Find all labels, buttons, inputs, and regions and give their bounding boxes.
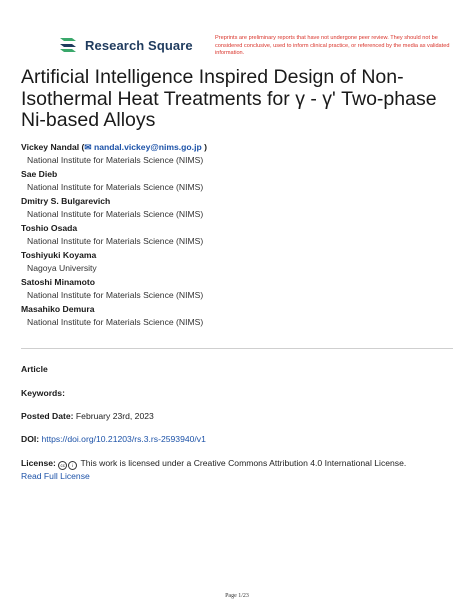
keywords-label: Keywords: [21, 388, 65, 398]
author-affiliation: National Institute for Materials Science (NIMS) [27, 289, 204, 300]
author-entry [21, 249, 451, 274]
author-entry [21, 303, 451, 328]
license-text: This work is licensed under a Creative Commons Attribution 4.0 International License. [80, 458, 407, 468]
page-number: Page 1/23 [225, 593, 249, 599]
email-icon: ✉ [84, 142, 92, 152]
preprint-disclaimer: Preprints are preliminary reports that have not undergone peer review. They should not be considered conclusive, used to inform clinical practice, or referenced by the media as validated information. [215, 35, 450, 57]
author-entry [21, 222, 451, 247]
read-full-license-link[interactable]: Read Full License [21, 471, 90, 481]
keywords-row [21, 387, 461, 399]
author-affiliation: National Institute for Materials Science (NIMS) [27, 181, 204, 192]
license-label: License: [21, 458, 56, 468]
article-type: Article [21, 364, 48, 374]
brand-name: Research Square [85, 37, 193, 53]
section-divider [21, 348, 453, 349]
author-affiliation: National Institute for Materials Science (NIMS) [27, 208, 204, 219]
author-name: Toshio Osada [21, 223, 78, 233]
cc-icon: cc [58, 461, 67, 470]
posted-date-value: February 23rd, 2023 [75, 411, 154, 421]
author-name: Sae Dieb [21, 169, 58, 179]
doi-link[interactable]: https://doi.org/10.21203/rs.3.rs-2593940/v1 [41, 434, 206, 444]
research-square-logo[interactable] [57, 36, 193, 54]
license-row [21, 457, 461, 482]
author-entry: Vickey Nandal (✉ nandal.vickey@nims.go.jp ) National Institute for Materials Science (NIMS) [21, 141, 451, 166]
author-email-link[interactable]: nandal.vickey@nims.go.jp [93, 142, 202, 152]
doi-label: DOI: [21, 434, 40, 444]
author-affiliation: National Institute for Materials Science (NIMS) [27, 154, 204, 165]
author-name: Satoshi Minamoto [21, 277, 96, 287]
author-name: Vickey Nandal [21, 142, 80, 152]
author-name: Toshiyuki Koyama [21, 250, 97, 260]
author-entry [21, 168, 451, 193]
author-affiliation: National Institute for Materials Science (NIMS) [27, 316, 204, 327]
posted-date-row [21, 410, 461, 422]
attribution-icon: i [68, 461, 77, 470]
author-name: Masahiko Demura [21, 304, 95, 314]
paper-title: Artificial Intelligence Inspired Design of Non-Isothermal Heat Treatments for γ - γ' Two-phase Ni-based Alloys [21, 66, 437, 131]
research-square-logo-icon [57, 36, 79, 54]
author-affiliation: National Institute for Materials Science (NIMS) [27, 235, 204, 246]
author-name: Dmitry S. Bulgarevich [21, 196, 111, 206]
author-entry [21, 276, 451, 301]
posted-date-label: Posted Date: [21, 411, 74, 421]
doi-row [21, 433, 461, 445]
author-entry [21, 195, 451, 220]
author-affiliation: Nagoya University [27, 262, 97, 273]
author-list [21, 141, 451, 330]
